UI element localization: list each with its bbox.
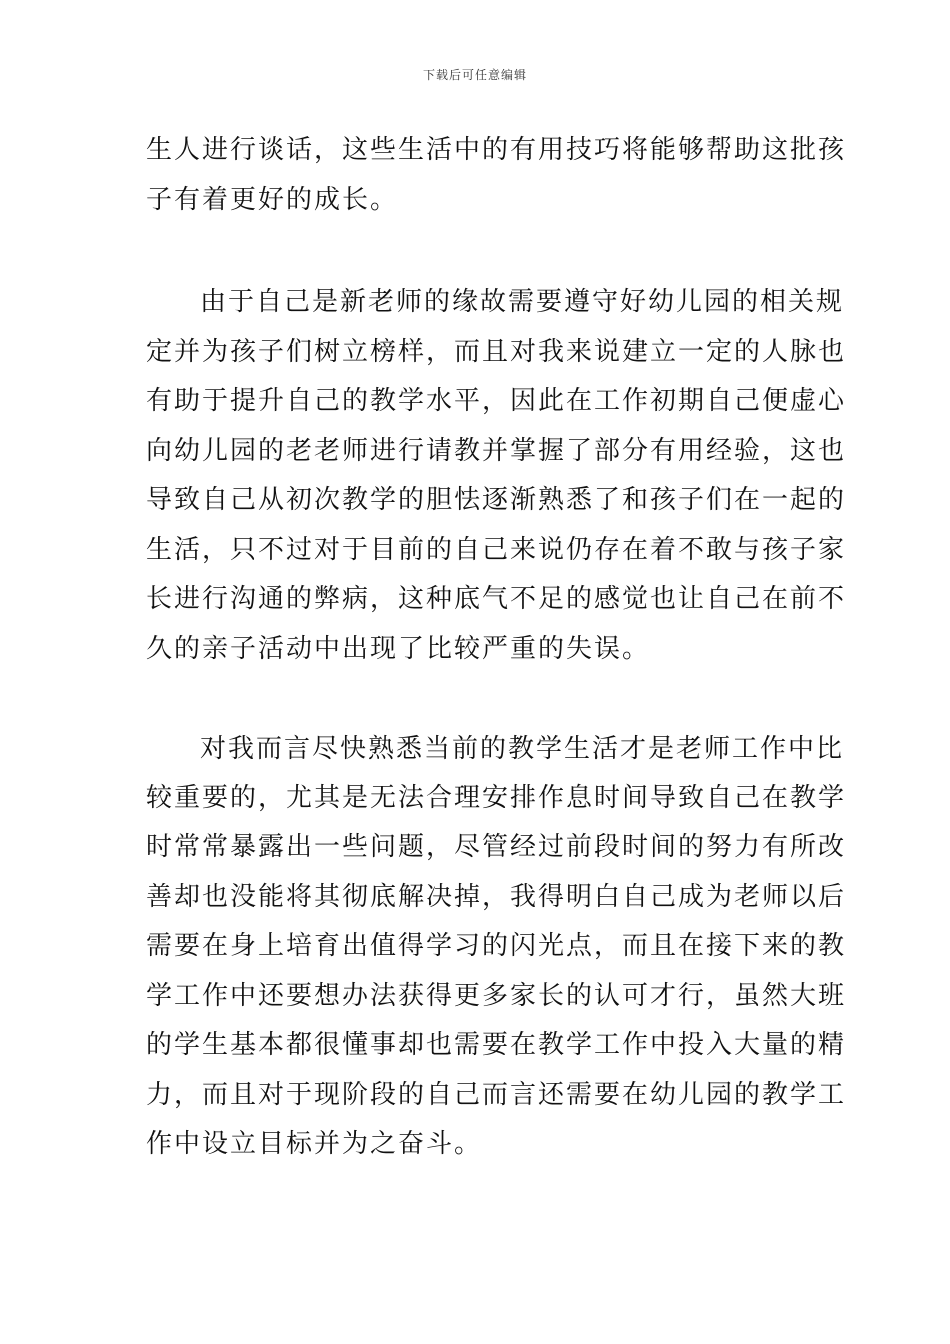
paragraph-3-line-3: 时常常暴露出一些问题，尽管经过前段时间的努力有所改 <box>146 832 847 862</box>
paragraph-2-line-8: 久的亲子活动中出现了比较严重的失误。 <box>146 634 651 664</box>
paragraph-2-line-4: 向幼儿园的老老师进行请教并掌握了部分有用经验，这也 <box>146 436 847 466</box>
paragraph-2-line-7: 长进行沟通的弊病，这种底气不足的感觉也让自己在前不 <box>146 584 847 614</box>
paragraph-1-line-2: 子有着更好的成长。 <box>146 185 399 215</box>
paragraph-2-line-6: 生活，只不过对于目前的自己来说仍存在着不敢与孩子家 <box>146 535 847 565</box>
paragraph-3-line-5: 需要在身上培育出值得学习的闪光点，而且在接下来的教 <box>146 931 847 961</box>
paragraph-1-line-1: 生人进行谈话，这些生活中的有用技巧将能够帮助这批孩 <box>146 135 847 165</box>
paragraph-3-line-1: 对我而言尽快熟悉当前的教学生活才是老师工作中比 <box>200 734 845 764</box>
paragraph-3-line-8: 力，而且对于现阶段的自己而言还需要在幼儿园的教学工 <box>146 1080 847 1110</box>
paragraph-3-line-9: 作中设立目标并为之奋斗。 <box>146 1129 483 1159</box>
paragraph-3-line-2: 较重要的，尤其是无法合理安排作息时间导致自己在教学 <box>146 783 847 813</box>
paragraph-2-line-1: 由于自己是新老师的缘故需要遵守好幼儿园的相关规 <box>200 287 845 317</box>
paragraph-3-line-4: 善却也没能将其彻底解决掉，我得明白自己成为老师以后 <box>146 882 847 912</box>
paragraph-3-line-6: 学工作中还要想办法获得更多家长的认可才行，虽然大班 <box>146 981 847 1011</box>
page-header: 下载后可任意编辑 <box>422 68 527 82</box>
paragraph-3-line-7: 的学生基本都很懂事却也需要在教学工作中投入大量的精 <box>146 1030 847 1060</box>
paragraph-2-line-3: 有助于提升自己的教学水平，因此在工作初期自己便虚心 <box>146 386 847 416</box>
paragraph-2-line-5: 导致自己从初次教学的胆怯逐渐熟悉了和孩子们在一起的 <box>146 485 847 515</box>
paragraph-2-line-2: 定并为孩子们树立榜样，而且对我来说建立一定的人脉也 <box>146 337 847 367</box>
